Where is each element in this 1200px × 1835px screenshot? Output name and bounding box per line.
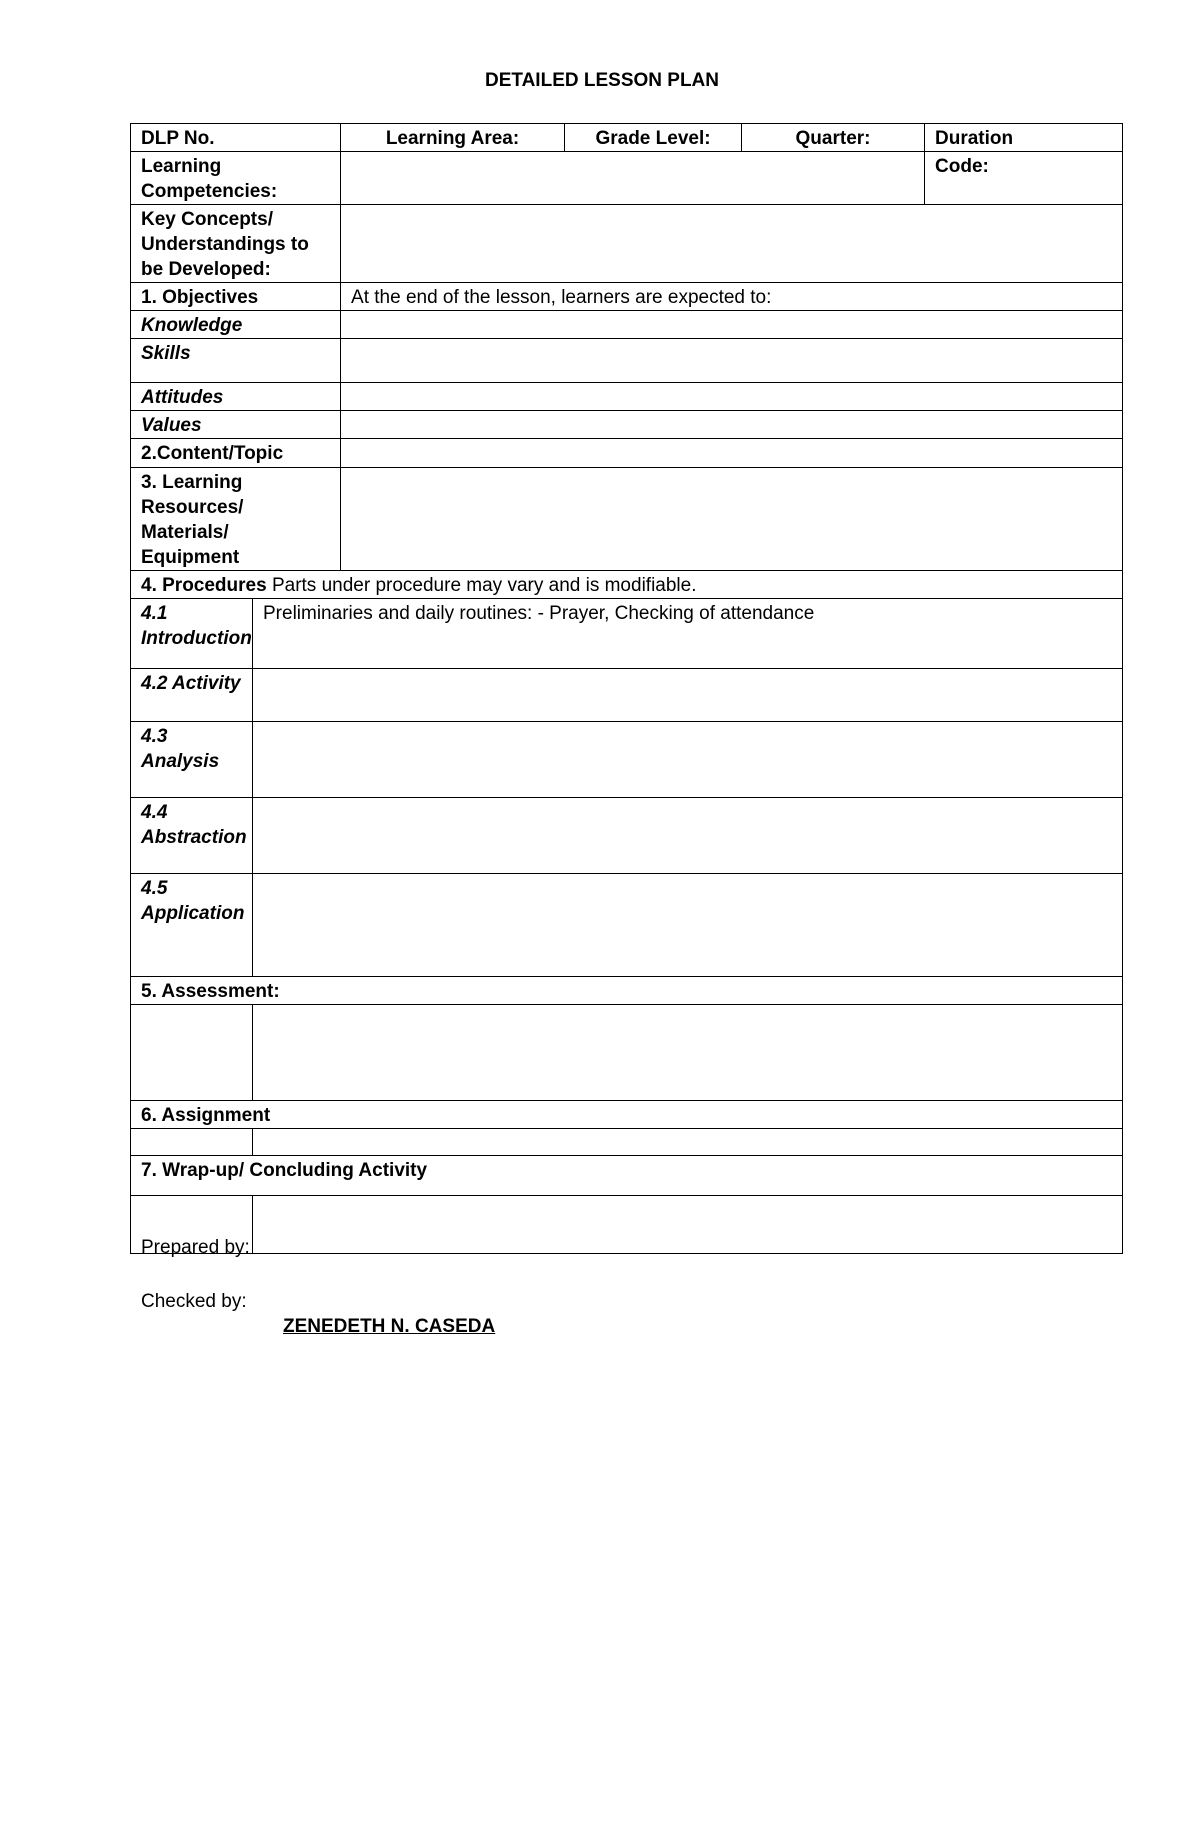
procedures-cell xyxy=(131,571,1123,599)
introduction-label xyxy=(131,599,253,669)
values-label: Values xyxy=(131,411,341,439)
objectives-label: 1. Objectives xyxy=(131,283,341,311)
prepared-by-label: Prepared by: xyxy=(141,1237,250,1258)
introduction-title: Introduction xyxy=(141,628,252,649)
procedures-label: 4. Procedures xyxy=(141,575,267,596)
learning-competencies-field[interactable] xyxy=(341,152,925,205)
application-title: Application xyxy=(141,903,245,924)
grade-level-label: Grade Level: xyxy=(565,124,742,152)
key-concepts-field[interactable] xyxy=(341,205,1123,283)
code-label: Code: xyxy=(925,152,1123,205)
assessment-body-row xyxy=(131,1005,1123,1101)
learning-competencies-row xyxy=(131,152,1123,205)
assessment-label: 5. Assessment: xyxy=(131,977,1123,1005)
key-concepts-label: Key Concepts/ Understandings to be Developed: xyxy=(131,205,341,283)
analysis-number: 4.3 xyxy=(141,726,168,747)
attitudes-label: Attitudes xyxy=(131,383,341,411)
wrapup-header-row xyxy=(131,1156,1123,1196)
assignment-left-field[interactable] xyxy=(131,1129,253,1156)
attitudes-field[interactable] xyxy=(341,383,1123,411)
activity-label: 4.2 Activity xyxy=(131,669,253,722)
lesson-plan-table xyxy=(130,123,1123,1254)
wrapup-field[interactable] xyxy=(253,1196,1123,1254)
procedures-note: Parts under procedure may vary and is modifiable. xyxy=(266,575,697,596)
checked-by-label: Checked by: xyxy=(141,1291,247,1312)
learning-resources-field[interactable] xyxy=(341,468,1123,571)
content-topic-row xyxy=(131,439,1123,468)
objectives-row xyxy=(131,283,1123,311)
application-label xyxy=(131,874,253,977)
learning-area-label: Learning Area: xyxy=(341,124,565,152)
analysis-field[interactable] xyxy=(253,722,1123,798)
skills-label: Skills xyxy=(131,339,341,383)
assignment-body-row xyxy=(131,1129,1123,1156)
duration-label: Duration xyxy=(925,124,1123,152)
introduction-text: Preliminaries and daily routines: - Prayer, Checking of attendance xyxy=(253,599,1123,669)
assignment-field[interactable] xyxy=(253,1129,1123,1156)
wrapup-body-row xyxy=(131,1196,1123,1254)
learning-resources-row xyxy=(131,468,1123,571)
skills-field[interactable] xyxy=(341,339,1123,383)
knowledge-row xyxy=(131,311,1123,339)
attitudes-row xyxy=(131,383,1123,411)
learning-competencies-label: Learning Competencies: xyxy=(131,152,341,205)
knowledge-field[interactable] xyxy=(341,311,1123,339)
activity-row xyxy=(131,669,1123,722)
abstraction-row xyxy=(131,798,1123,874)
application-row xyxy=(131,874,1123,977)
wrapup-label: 7. Wrap-up/ Concluding Activity xyxy=(131,1156,1123,1196)
application-number: 4.5 xyxy=(141,878,168,899)
values-row xyxy=(131,411,1123,439)
page-title: DETAILED LESSON PLAN xyxy=(485,70,719,91)
quarter-label: Quarter: xyxy=(742,124,925,152)
objectives-text: At the end of the lesson, learners are expected to: xyxy=(341,283,1123,311)
assessment-left-field[interactable] xyxy=(131,1005,253,1101)
procedures-row xyxy=(131,571,1123,599)
key-concepts-row xyxy=(131,205,1123,283)
assessment-header-row xyxy=(131,977,1123,1005)
content-topic-field[interactable] xyxy=(341,439,1123,468)
content-topic-label: 2.Content/Topic xyxy=(131,439,341,468)
skills-row xyxy=(131,339,1123,383)
abstraction-number: 4.4 xyxy=(141,802,168,823)
assignment-label: 6. Assignment xyxy=(131,1101,1123,1129)
signer-name: ZENEDETH N. CASEDA xyxy=(283,1316,496,1337)
introduction-number: 4.1 xyxy=(141,603,168,624)
abstraction-label xyxy=(131,798,253,874)
analysis-row xyxy=(131,722,1123,798)
analysis-title: Analysis xyxy=(141,751,220,772)
activity-field[interactable] xyxy=(253,669,1123,722)
assignment-header-row xyxy=(131,1101,1123,1129)
analysis-label xyxy=(131,722,253,798)
assessment-field[interactable] xyxy=(253,1005,1123,1101)
introduction-row xyxy=(131,599,1123,669)
learning-resources-label: 3. Learning Resources/ Materials/ Equipment xyxy=(131,468,341,571)
dlp-no-label: DLP No. xyxy=(131,124,341,152)
knowledge-label: Knowledge xyxy=(131,311,341,339)
values-field[interactable] xyxy=(341,411,1123,439)
application-field[interactable] xyxy=(253,874,1123,977)
abstraction-field[interactable] xyxy=(253,798,1123,874)
abstraction-title: Abstraction xyxy=(141,827,247,848)
header-row xyxy=(131,124,1123,152)
